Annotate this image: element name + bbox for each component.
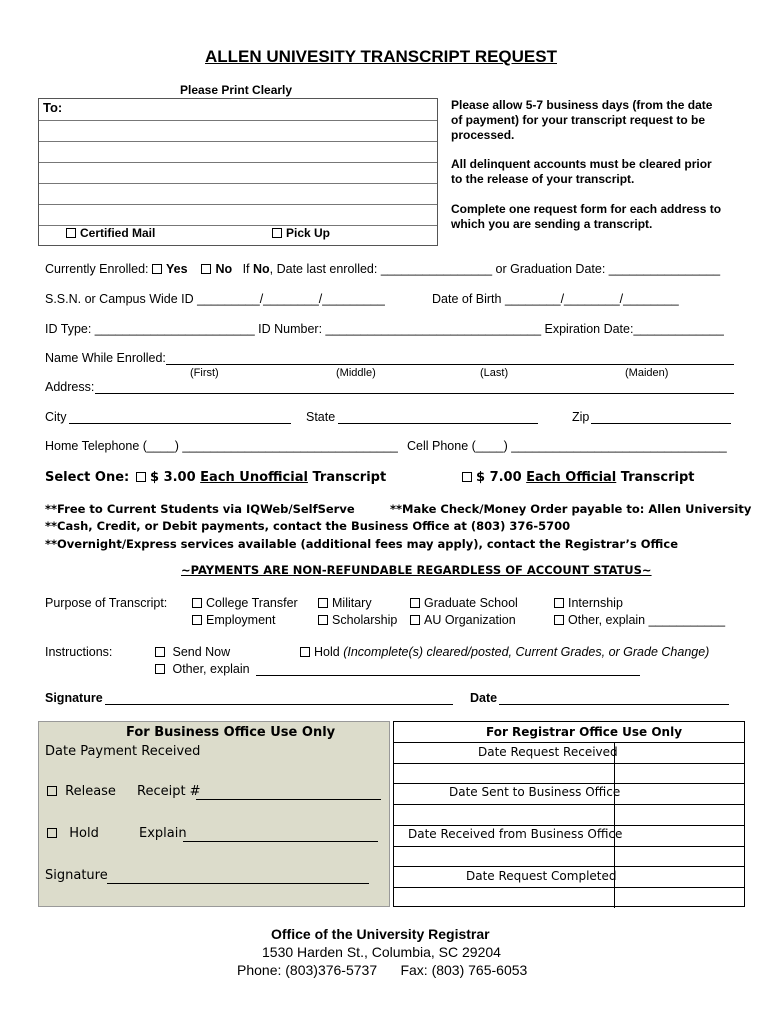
explain-line[interactable] [183, 841, 378, 842]
info-nonrefundable: ~PAYMENTS ARE NON-REFUNDABLE REGARDLESS OF ACCOUNT STATUS~ [181, 563, 652, 577]
other-instruction-line[interactable] [256, 675, 640, 676]
address-line[interactable] [95, 393, 734, 394]
employment-option[interactable]: Employment [192, 613, 275, 627]
official-transcript-option[interactable]: $ 7.00 Each Official Transcript [462, 470, 695, 485]
name-while-enrolled-label: Name While Enrolled: [45, 351, 166, 365]
date-payment-label: Date Payment Received [45, 744, 201, 759]
business-signature-label: Signature [45, 868, 108, 883]
info-overnight: **Overnight/Express services available (additional fees may apply), contact the Registrar’s Office [45, 537, 678, 551]
last-label: (Last) [480, 367, 509, 379]
page-title: ALLEN UNIVESITY TRANSCRIPT REQUEST [205, 47, 557, 66]
address-label: Address: [45, 380, 95, 394]
business-office-panel [38, 721, 390, 907]
certified-mail-option[interactable]: Certified Mail [66, 226, 155, 240]
note-allow: Please allow 5-7 business days (from the date of payment) for your transcript request to be processed. [451, 98, 713, 142]
signature-line[interactable] [105, 704, 453, 705]
footer-address: 1530 Harden St., Columbia, SC 29204 [262, 944, 501, 960]
hold-business-option[interactable]: Hold [47, 826, 99, 841]
date-completed-label: Date Request Completed [466, 869, 617, 883]
receipt-line[interactable] [196, 799, 381, 800]
hold-option[interactable]: Hold (Incomplete(s) cleared/posted, Current Grades, or Grade Change) [300, 645, 709, 659]
checkbox-icon[interactable] [462, 472, 472, 482]
college-transfer-option[interactable]: College Transfer [192, 596, 298, 610]
military-option[interactable]: Military [318, 596, 372, 610]
release-option[interactable]: Release [47, 784, 116, 799]
yes-checkbox[interactable] [152, 264, 162, 274]
checkbox-icon[interactable] [410, 598, 420, 608]
unofficial-transcript-option[interactable]: $ 3.00 Each Unofficial Transcript [136, 470, 386, 485]
checkbox-icon[interactable] [318, 598, 328, 608]
info-cash: **Cash, Credit, or Debit payments, contact the Business Office at (803) 376-5700 [45, 519, 571, 533]
business-office-title: For Business Office Use Only [126, 725, 336, 740]
checkbox-icon[interactable] [155, 647, 165, 657]
checkbox-icon[interactable] [554, 615, 564, 625]
checkbox-icon[interactable] [272, 228, 282, 238]
note-delinquent: All delinquent accounts must be cleared prior to the release of your transcript. [451, 157, 712, 186]
business-signature-line[interactable] [107, 883, 369, 884]
pick-up-option[interactable]: Pick Up [272, 226, 330, 240]
purpose-label: Purpose of Transcript: [45, 596, 168, 610]
signature-label: Signature [45, 691, 103, 705]
id-row[interactable]: ID Type: _______________________ ID Number: _______________________________ Expiration Date:_____________ [45, 322, 724, 336]
registrar-office-table [393, 721, 745, 907]
au-organization-option[interactable]: AU Organization [410, 613, 516, 627]
other-purpose-option[interactable]: Other, explain ___________ [554, 613, 725, 627]
maiden-label: (Maiden) [625, 367, 669, 379]
registrar-office-title: For Registrar Office Use Only [486, 725, 683, 739]
dob-field[interactable]: Date of Birth ________/________/________ [432, 292, 679, 306]
footer-office: Office of the University Registrar [271, 926, 490, 942]
to-address-box[interactable] [38, 98, 438, 246]
to-label: To: [43, 100, 63, 115]
checkbox-icon[interactable] [192, 615, 202, 625]
no-checkbox[interactable] [201, 264, 211, 274]
date-received-label: Date Received from Business Office [408, 827, 623, 841]
currently-enrolled-row: Currently Enrolled: Yes No If No, Date last enrolled: ________________ or Graduation Date: ________________ [45, 262, 721, 276]
checkbox-icon[interactable] [47, 828, 57, 838]
print-clearly-label: Please Print Clearly [180, 83, 293, 97]
ssn-field[interactable]: S.S.N. or Campus Wide ID _________/________/_________ [45, 292, 385, 306]
zip-line[interactable] [591, 423, 731, 424]
home-telephone-field[interactable]: Home Telephone (____) _______________________________ [45, 439, 398, 453]
name-line[interactable] [166, 364, 734, 365]
graduate-school-option[interactable]: Graduate School [410, 596, 518, 610]
checkbox-icon[interactable] [318, 615, 328, 625]
city-label: City [45, 410, 67, 424]
checkbox-icon[interactable] [136, 472, 146, 482]
checkbox-icon[interactable] [47, 786, 57, 796]
scholarship-option[interactable]: Scholarship [318, 613, 397, 627]
instructions-label: Instructions: [45, 645, 113, 659]
note-complete: Complete one request form for each address to which you are sending a transcript. [451, 202, 722, 231]
state-line[interactable] [338, 423, 538, 424]
checkbox-icon[interactable] [554, 598, 564, 608]
state-label: State [306, 410, 336, 424]
checkbox-icon[interactable] [192, 598, 202, 608]
checkbox-icon[interactable] [300, 647, 310, 657]
footer-phone: Phone: (803)376-5737 Fax: (803) 765-6053 [237, 962, 528, 978]
city-line[interactable] [69, 423, 291, 424]
checkbox-icon[interactable] [66, 228, 76, 238]
middle-label: (Middle) [336, 367, 376, 379]
date-label: Date [470, 691, 498, 705]
checkbox-icon[interactable] [410, 615, 420, 625]
info-free: **Free to Current Students via IQWeb/SelfServe [45, 502, 355, 516]
date-line[interactable] [499, 704, 729, 705]
info-check: **Make Check/Money Order payable to: Allen University [390, 502, 752, 516]
date-request-received-label: Date Request Received [478, 745, 618, 759]
send-now-option[interactable]: Send Now [155, 645, 230, 659]
explain-label: Explain [139, 826, 187, 841]
other-instruction-option[interactable]: Other, explain [155, 662, 250, 676]
select-one-label: Select One: [45, 470, 130, 485]
cell-phone-field[interactable]: Cell Phone (____) _______________________________ [407, 439, 727, 453]
date-sent-label: Date Sent to Business Office [449, 785, 621, 799]
checkbox-icon[interactable] [155, 664, 165, 674]
zip-label: Zip [572, 410, 590, 424]
receipt-label: Receipt # [137, 784, 201, 799]
first-label: (First) [190, 367, 219, 379]
internship-option[interactable]: Internship [554, 596, 623, 610]
